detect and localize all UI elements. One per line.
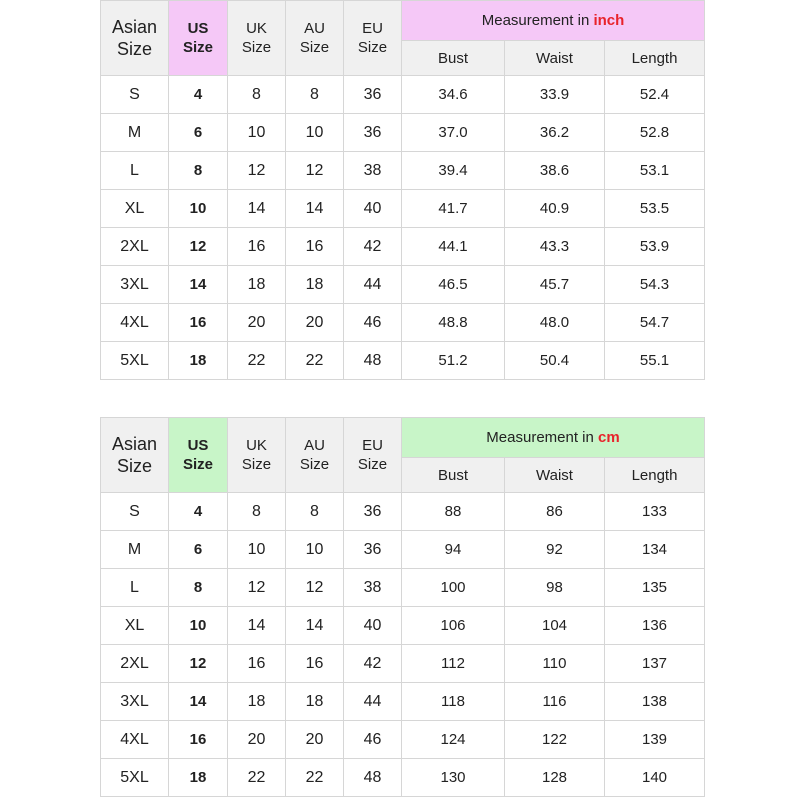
- cell-length: 54.7: [605, 304, 705, 342]
- cell-eu-size: 42: [344, 645, 402, 683]
- cell-waist: 48.0: [505, 304, 605, 342]
- cell-waist: 128: [505, 759, 605, 797]
- table-row: [101, 342, 705, 380]
- table-row: [101, 531, 705, 569]
- header-bust: Bust: [402, 41, 505, 76]
- header-eu-size: EU Size: [344, 1, 402, 76]
- cell-bust: 37.0: [402, 114, 505, 152]
- cell-au-size: 14: [286, 607, 344, 645]
- cell-uk-size: 12: [228, 569, 286, 607]
- cell-bust: 46.5: [402, 266, 505, 304]
- cell-bust: 106: [402, 607, 505, 645]
- cell-bust: 88: [402, 493, 505, 531]
- header-au-size: AU Size: [286, 418, 344, 493]
- cell-au-size: 20: [286, 721, 344, 759]
- unit-cm: cm: [598, 429, 620, 446]
- header-au-size: AU Size: [286, 1, 344, 76]
- header-uk-size: UK Size: [228, 418, 286, 493]
- cell-au-size: 18: [286, 683, 344, 721]
- cell-us-size: 4: [169, 76, 228, 114]
- cell-eu-size: 42: [344, 228, 402, 266]
- cell-waist: 50.4: [505, 342, 605, 380]
- cell-waist: 110: [505, 645, 605, 683]
- table-row: [101, 76, 705, 114]
- cell-uk-size: 16: [228, 645, 286, 683]
- cell-au-size: 18: [286, 266, 344, 304]
- size-chart-inch: [100, 0, 705, 380]
- cell-asian-size: M: [101, 531, 169, 569]
- cell-waist: 43.3: [505, 228, 605, 266]
- header-asian-size: Asian Size: [101, 418, 169, 493]
- header-waist: Waist: [505, 458, 605, 493]
- cell-waist: 86: [505, 493, 605, 531]
- table-row: [101, 569, 705, 607]
- cell-waist: 45.7: [505, 266, 605, 304]
- table-row: [101, 228, 705, 266]
- cell-bust: 48.8: [402, 304, 505, 342]
- cell-length: 137: [605, 645, 705, 683]
- cell-eu-size: 40: [344, 190, 402, 228]
- cell-eu-size: 44: [344, 683, 402, 721]
- header-measurement-cm: Measurement in cm: [402, 418, 705, 458]
- cell-asian-size: 4XL: [101, 304, 169, 342]
- cell-length: 140: [605, 759, 705, 797]
- size-chart-cm: [100, 417, 705, 797]
- cell-length: 55.1: [605, 342, 705, 380]
- cell-uk-size: 10: [228, 531, 286, 569]
- cell-length: 53.9: [605, 228, 705, 266]
- header-bust: Bust: [402, 458, 505, 493]
- cell-length: 52.4: [605, 76, 705, 114]
- cell-us-size: 16: [169, 721, 228, 759]
- header-measurement-inch: Measurement in inch: [402, 1, 705, 41]
- cell-us-size: 14: [169, 683, 228, 721]
- cell-asian-size: L: [101, 569, 169, 607]
- table-row: [101, 190, 705, 228]
- cell-uk-size: 20: [228, 304, 286, 342]
- cell-asian-size: L: [101, 152, 169, 190]
- header-eu-size: EU Size: [344, 418, 402, 493]
- cell-eu-size: 48: [344, 342, 402, 380]
- cell-asian-size: 4XL: [101, 721, 169, 759]
- table-row: [101, 493, 705, 531]
- cell-asian-size: M: [101, 114, 169, 152]
- cell-uk-size: 18: [228, 683, 286, 721]
- header-us-size: US Size: [169, 1, 228, 76]
- header-length: Length: [605, 458, 705, 493]
- cell-uk-size: 22: [228, 342, 286, 380]
- cell-au-size: 12: [286, 152, 344, 190]
- header-us-size: US Size: [169, 418, 228, 493]
- table-row: [101, 607, 705, 645]
- cell-uk-size: 22: [228, 759, 286, 797]
- table-row: [101, 304, 705, 342]
- cell-us-size: 12: [169, 645, 228, 683]
- cell-bust: 130: [402, 759, 505, 797]
- cell-length: 138: [605, 683, 705, 721]
- cell-length: 54.3: [605, 266, 705, 304]
- cell-eu-size: 44: [344, 266, 402, 304]
- header-asian-size: Asian Size: [101, 1, 169, 76]
- cell-bust: 118: [402, 683, 505, 721]
- cell-waist: 40.9: [505, 190, 605, 228]
- cell-waist: 98: [505, 569, 605, 607]
- cell-eu-size: 40: [344, 607, 402, 645]
- cell-us-size: 8: [169, 152, 228, 190]
- table-row: [101, 266, 705, 304]
- cell-au-size: 14: [286, 190, 344, 228]
- cell-asian-size: 2XL: [101, 645, 169, 683]
- cell-length: 135: [605, 569, 705, 607]
- cell-au-size: 22: [286, 342, 344, 380]
- cell-au-size: 20: [286, 304, 344, 342]
- cell-asian-size: S: [101, 493, 169, 531]
- cell-asian-size: 5XL: [101, 759, 169, 797]
- cell-uk-size: 20: [228, 721, 286, 759]
- cell-eu-size: 46: [344, 721, 402, 759]
- cell-au-size: 16: [286, 645, 344, 683]
- table-row: [101, 683, 705, 721]
- cell-waist: 104: [505, 607, 605, 645]
- cell-au-size: 16: [286, 228, 344, 266]
- cell-waist: 38.6: [505, 152, 605, 190]
- cell-asian-size: XL: [101, 607, 169, 645]
- cell-us-size: 6: [169, 531, 228, 569]
- cell-uk-size: 14: [228, 607, 286, 645]
- cell-bust: 100: [402, 569, 505, 607]
- cell-bust: 34.6: [402, 76, 505, 114]
- cell-asian-size: XL: [101, 190, 169, 228]
- cell-au-size: 8: [286, 76, 344, 114]
- cell-bust: 44.1: [402, 228, 505, 266]
- cell-eu-size: 46: [344, 304, 402, 342]
- cell-uk-size: 14: [228, 190, 286, 228]
- cell-bust: 124: [402, 721, 505, 759]
- cell-uk-size: 10: [228, 114, 286, 152]
- cell-au-size: 22: [286, 759, 344, 797]
- cell-uk-size: 18: [228, 266, 286, 304]
- table-row: [101, 721, 705, 759]
- cell-length: 53.1: [605, 152, 705, 190]
- header-length: Length: [605, 41, 705, 76]
- cell-eu-size: 48: [344, 759, 402, 797]
- unit-inch: inch: [593, 12, 625, 29]
- cell-waist: 122: [505, 721, 605, 759]
- cell-length: 53.5: [605, 190, 705, 228]
- header-uk-size: UK Size: [228, 1, 286, 76]
- cell-us-size: 10: [169, 607, 228, 645]
- cell-length: 52.8: [605, 114, 705, 152]
- cell-au-size: 10: [286, 114, 344, 152]
- cell-bust: 41.7: [402, 190, 505, 228]
- cell-us-size: 6: [169, 114, 228, 152]
- cell-bust: 51.2: [402, 342, 505, 380]
- cell-us-size: 16: [169, 304, 228, 342]
- cell-asian-size: 5XL: [101, 342, 169, 380]
- cell-uk-size: 8: [228, 493, 286, 531]
- cell-length: 136: [605, 607, 705, 645]
- cell-uk-size: 16: [228, 228, 286, 266]
- cell-eu-size: 36: [344, 493, 402, 531]
- cell-eu-size: 36: [344, 531, 402, 569]
- cell-us-size: 4: [169, 493, 228, 531]
- cell-us-size: 14: [169, 266, 228, 304]
- cell-us-size: 18: [169, 759, 228, 797]
- cell-eu-size: 38: [344, 569, 402, 607]
- cell-eu-size: 38: [344, 152, 402, 190]
- cell-bust: 94: [402, 531, 505, 569]
- cell-us-size: 18: [169, 342, 228, 380]
- cell-length: 134: [605, 531, 705, 569]
- cell-waist: 116: [505, 683, 605, 721]
- cell-waist: 36.2: [505, 114, 605, 152]
- table-row: [101, 152, 705, 190]
- cell-au-size: 12: [286, 569, 344, 607]
- cell-bust: 112: [402, 645, 505, 683]
- cell-asian-size: 3XL: [101, 683, 169, 721]
- table-row: [101, 759, 705, 797]
- cell-waist: 92: [505, 531, 605, 569]
- cell-bust: 39.4: [402, 152, 505, 190]
- cell-eu-size: 36: [344, 76, 402, 114]
- cell-asian-size: 3XL: [101, 266, 169, 304]
- cell-us-size: 10: [169, 190, 228, 228]
- cell-us-size: 12: [169, 228, 228, 266]
- cell-asian-size: 2XL: [101, 228, 169, 266]
- cell-length: 133: [605, 493, 705, 531]
- cell-au-size: 8: [286, 493, 344, 531]
- cell-waist: 33.9: [505, 76, 605, 114]
- cell-length: 139: [605, 721, 705, 759]
- cell-eu-size: 36: [344, 114, 402, 152]
- cell-us-size: 8: [169, 569, 228, 607]
- cell-au-size: 10: [286, 531, 344, 569]
- cell-uk-size: 8: [228, 76, 286, 114]
- cell-asian-size: S: [101, 76, 169, 114]
- table-row: [101, 114, 705, 152]
- header-waist: Waist: [505, 41, 605, 76]
- cell-uk-size: 12: [228, 152, 286, 190]
- table-row: [101, 645, 705, 683]
